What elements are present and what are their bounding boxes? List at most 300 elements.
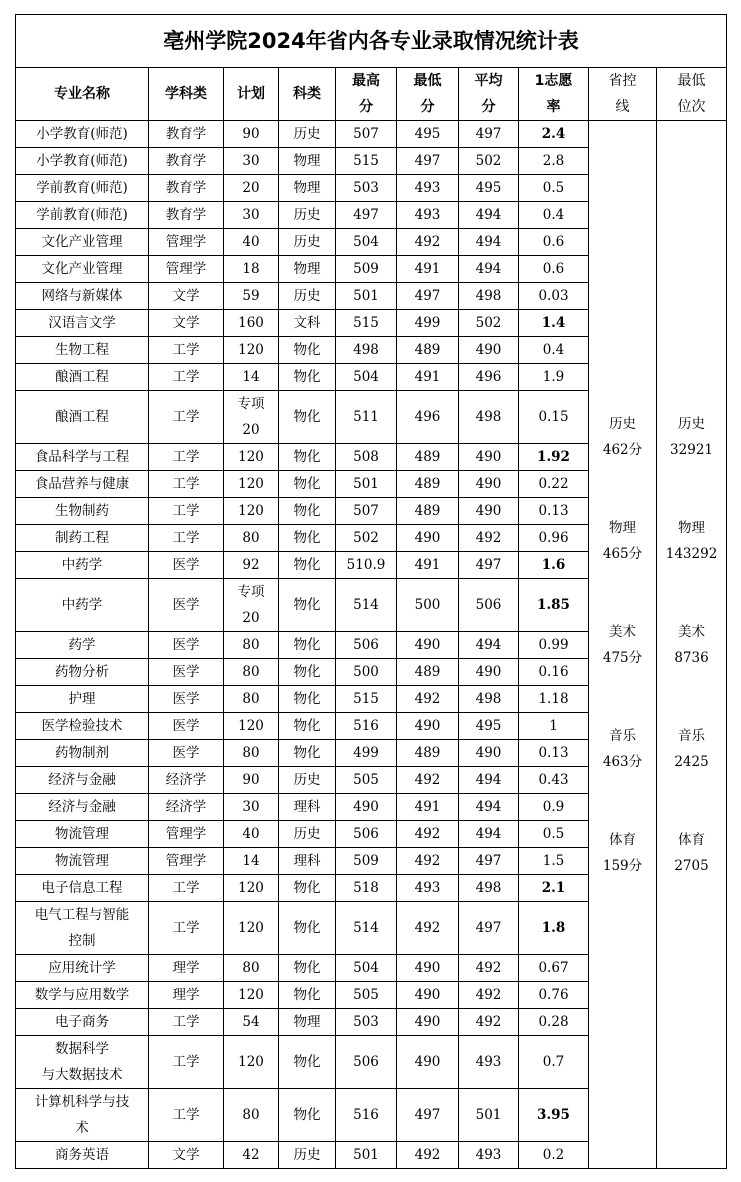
major-name-cell: 酿酒工程 [16, 364, 149, 391]
avg-score-cell: 498 [459, 875, 519, 902]
plan-cell: 18 [224, 256, 279, 283]
max-score-cell: 515 [336, 686, 397, 713]
subject-cell: 物化 [279, 686, 336, 713]
avg-score-cell: 493 [459, 1036, 519, 1089]
discipline-cell: 文学 [149, 283, 224, 310]
max-score-cell: 506 [336, 1036, 397, 1089]
avg-score-cell: 498 [459, 686, 519, 713]
entry-category: 体育 [609, 831, 636, 848]
admission-table-container [15, 14, 726, 1169]
discipline-cell: 工学 [149, 498, 224, 525]
min-score-cell: 492 [397, 902, 459, 955]
table-row [16, 121, 727, 148]
discipline-cell: 经济学 [149, 794, 224, 821]
major-name-cell: 电子商务 [16, 1009, 149, 1036]
header-subject: 科类 [279, 68, 336, 121]
major-name-cell: 生物工程 [16, 337, 149, 364]
entry-category: 历史 [678, 415, 706, 432]
subject-cell: 物化 [279, 498, 336, 525]
max-score-cell: 498 [336, 337, 397, 364]
first-choice-rate-cell: 1.6 [519, 552, 589, 579]
plan-cell: 120 [224, 337, 279, 364]
discipline-cell: 管理学 [149, 256, 224, 283]
entry-category: 体育 [678, 831, 706, 848]
max-score-cell: 510.9 [336, 552, 397, 579]
max-score-cell: 508 [336, 444, 397, 471]
discipline-cell: 文学 [149, 310, 224, 337]
header-major: 专业名称 [16, 68, 149, 121]
discipline-cell: 经济学 [149, 767, 224, 794]
first-choice-rate-cell: 1.8 [519, 902, 589, 955]
max-score-cell: 506 [336, 632, 397, 659]
entry-value: 475分 [602, 649, 643, 666]
header-avg-score: 平均 分 [459, 68, 519, 121]
major-name-cell: 制药工程 [16, 525, 149, 552]
min-score-cell: 492 [397, 686, 459, 713]
subject-cell: 物化 [279, 875, 336, 902]
min-score-cell: 490 [397, 1009, 459, 1036]
discipline-cell: 管理学 [149, 821, 224, 848]
plan-cell: 90 [224, 121, 279, 148]
plan-cell: 120 [224, 902, 279, 955]
plan-cell: 专项 20 [224, 391, 279, 444]
discipline-cell: 工学 [149, 1036, 224, 1089]
discipline-cell: 管理学 [149, 848, 224, 875]
first-choice-rate-cell: 0.76 [519, 982, 589, 1009]
max-score-cell: 490 [336, 794, 397, 821]
major-name-cell: 数据科学 与大数据技术 [16, 1036, 149, 1089]
plan-cell: 80 [224, 525, 279, 552]
avg-score-cell: 493 [459, 1142, 519, 1169]
max-score-cell: 506 [336, 821, 397, 848]
discipline-cell: 工学 [149, 391, 224, 444]
entry-category: 音乐 [678, 727, 706, 744]
min-score-cell: 493 [397, 202, 459, 229]
subject-cell: 文科 [279, 310, 336, 337]
control-line-entry [589, 827, 656, 879]
entry-value: 463分 [602, 753, 643, 770]
first-choice-rate-cell: 0.28 [519, 1009, 589, 1036]
max-score-cell: 516 [336, 1089, 397, 1142]
discipline-cell: 医学 [149, 686, 224, 713]
subject-cell: 物化 [279, 471, 336, 498]
first-choice-rate-cell: 1.4 [519, 310, 589, 337]
subject-cell: 物化 [279, 391, 336, 444]
subject-cell: 历史 [279, 767, 336, 794]
first-choice-rate-cell: 0.6 [519, 229, 589, 256]
subject-cell: 物理 [279, 1009, 336, 1036]
plan-cell: 160 [224, 310, 279, 337]
min-score-cell: 492 [397, 1142, 459, 1169]
subject-cell: 物化 [279, 552, 336, 579]
max-score-cell: 499 [336, 740, 397, 767]
plan-cell: 59 [224, 283, 279, 310]
min-score-cell: 497 [397, 148, 459, 175]
major-name-cell: 药物分析 [16, 659, 149, 686]
entry-category: 历史 [609, 415, 636, 432]
avg-score-cell: 506 [459, 579, 519, 632]
entry-category: 美术 [678, 623, 706, 640]
max-score-cell: 515 [336, 148, 397, 175]
discipline-cell: 教育学 [149, 202, 224, 229]
entry-value: 143292 [665, 545, 718, 562]
first-choice-rate-cell: 0.13 [519, 498, 589, 525]
plan-cell: 80 [224, 659, 279, 686]
min-score-cell: 489 [397, 337, 459, 364]
entry-value: 32921 [670, 441, 713, 458]
entry-category: 音乐 [609, 727, 636, 744]
min-score-cell: 490 [397, 713, 459, 740]
subject-cell: 物理 [279, 175, 336, 202]
plan-cell: 80 [224, 632, 279, 659]
major-name-cell: 学前教育(师范) [16, 175, 149, 202]
plan-cell: 120 [224, 1036, 279, 1089]
subject-cell: 物化 [279, 659, 336, 686]
discipline-cell: 管理学 [149, 229, 224, 256]
plan-cell: 80 [224, 686, 279, 713]
first-choice-rate-cell: 2.4 [519, 121, 589, 148]
subject-cell: 历史 [279, 229, 336, 256]
avg-score-cell: 492 [459, 955, 519, 982]
avg-score-cell: 492 [459, 1009, 519, 1036]
min-score-cell: 489 [397, 471, 459, 498]
max-score-cell: 515 [336, 310, 397, 337]
plan-cell: 92 [224, 552, 279, 579]
control-line-entry [589, 619, 656, 671]
major-name-cell: 网络与新媒体 [16, 283, 149, 310]
subject-cell: 物化 [279, 337, 336, 364]
min-score-cell: 490 [397, 525, 459, 552]
min-score-cell: 489 [397, 498, 459, 525]
header-plan: 计划 [224, 68, 279, 121]
subject-cell: 物化 [279, 632, 336, 659]
discipline-cell: 理学 [149, 982, 224, 1009]
first-choice-rate-cell: 0.43 [519, 767, 589, 794]
first-choice-rate-cell: 1.9 [519, 364, 589, 391]
first-choice-rate-cell: 0.67 [519, 955, 589, 982]
avg-score-cell: 492 [459, 525, 519, 552]
subject-cell: 物化 [279, 902, 336, 955]
first-choice-rate-cell: 0.6 [519, 256, 589, 283]
first-choice-rate-cell: 1.18 [519, 686, 589, 713]
avg-score-cell: 494 [459, 794, 519, 821]
header-max-score: 最高 分 [336, 68, 397, 121]
entry-category: 物理 [609, 519, 636, 536]
avg-score-cell: 490 [459, 498, 519, 525]
discipline-cell: 医学 [149, 713, 224, 740]
major-name-cell: 药学 [16, 632, 149, 659]
max-score-cell: 505 [336, 767, 397, 794]
first-choice-rate-cell: 0.99 [519, 632, 589, 659]
plan-cell: 40 [224, 821, 279, 848]
avg-score-cell: 498 [459, 391, 519, 444]
min-score-cell: 491 [397, 364, 459, 391]
first-choice-rate-cell: 3.95 [519, 1089, 589, 1142]
discipline-cell: 医学 [149, 740, 224, 767]
plan-cell: 120 [224, 471, 279, 498]
first-choice-rate-cell: 0.16 [519, 659, 589, 686]
plan-cell: 30 [224, 148, 279, 175]
header-control-line: 省控 线 [589, 68, 657, 121]
discipline-cell: 理学 [149, 955, 224, 982]
subject-cell: 物化 [279, 525, 336, 552]
discipline-cell: 工学 [149, 364, 224, 391]
first-choice-rate-cell: 0.13 [519, 740, 589, 767]
plan-cell: 54 [224, 1009, 279, 1036]
discipline-cell: 教育学 [149, 175, 224, 202]
min-score-cell: 496 [397, 391, 459, 444]
first-choice-rate-cell: 1.85 [519, 579, 589, 632]
min-score-cell: 491 [397, 794, 459, 821]
max-score-cell: 504 [336, 229, 397, 256]
subject-cell: 物化 [279, 713, 336, 740]
max-score-cell: 501 [336, 283, 397, 310]
major-name-cell: 商务英语 [16, 1142, 149, 1169]
header-first-choice-rate: 1志愿 率 [519, 68, 589, 121]
min-score-cell: 489 [397, 659, 459, 686]
entry-value: 2705 [674, 857, 709, 874]
major-name-cell: 文化产业管理 [16, 256, 149, 283]
major-name-cell: 汉语言文学 [16, 310, 149, 337]
major-name-cell: 学前教育(师范) [16, 202, 149, 229]
major-name-cell: 电子信息工程 [16, 875, 149, 902]
max-score-cell: 511 [336, 391, 397, 444]
plan-cell: 120 [224, 875, 279, 902]
subject-cell: 物化 [279, 1036, 336, 1089]
min-score-cell: 492 [397, 848, 459, 875]
discipline-cell: 医学 [149, 579, 224, 632]
first-choice-rate-cell: 1 [519, 713, 589, 740]
max-score-cell: 501 [336, 471, 397, 498]
major-name-cell: 中药学 [16, 552, 149, 579]
first-choice-rate-cell: 2.8 [519, 148, 589, 175]
max-score-cell: 503 [336, 175, 397, 202]
major-name-cell: 物流管理 [16, 821, 149, 848]
major-name-cell: 小学教育(师范) [16, 148, 149, 175]
min-score-cell: 492 [397, 229, 459, 256]
discipline-cell: 教育学 [149, 148, 224, 175]
min-score-cell: 489 [397, 444, 459, 471]
avg-score-cell: 490 [459, 471, 519, 498]
min-score-cell: 489 [397, 740, 459, 767]
max-score-cell: 501 [336, 1142, 397, 1169]
control-line-entry [589, 515, 656, 567]
major-name-cell: 数学与应用数学 [16, 982, 149, 1009]
plan-cell: 30 [224, 202, 279, 229]
major-name-cell: 食品营养与健康 [16, 471, 149, 498]
table-title: 亳州学院2024年省内各专业录取情况统计表 [16, 15, 727, 68]
subject-cell: 物化 [279, 579, 336, 632]
admission-table [15, 14, 727, 1169]
first-choice-rate-cell: 0.96 [519, 525, 589, 552]
min-score-cell: 491 [397, 256, 459, 283]
discipline-cell: 教育学 [149, 121, 224, 148]
max-score-cell: 504 [336, 364, 397, 391]
major-name-cell: 经济与金融 [16, 767, 149, 794]
max-score-cell: 507 [336, 498, 397, 525]
plan-cell: 30 [224, 794, 279, 821]
first-choice-rate-cell: 2.1 [519, 875, 589, 902]
min-score-cell: 493 [397, 175, 459, 202]
discipline-cell: 工学 [149, 1089, 224, 1142]
max-score-cell: 509 [336, 256, 397, 283]
max-score-cell: 505 [336, 982, 397, 1009]
avg-score-cell: 497 [459, 121, 519, 148]
subject-cell: 物理 [279, 256, 336, 283]
plan-cell: 42 [224, 1142, 279, 1169]
min-rank-column [657, 121, 727, 1169]
avg-score-cell: 490 [459, 337, 519, 364]
entry-category: 物理 [678, 519, 706, 536]
avg-score-cell: 494 [459, 202, 519, 229]
plan-cell: 120 [224, 444, 279, 471]
min-score-cell: 497 [397, 1089, 459, 1142]
avg-score-cell: 498 [459, 283, 519, 310]
first-choice-rate-cell: 0.15 [519, 391, 589, 444]
header-min-score: 最低 分 [397, 68, 459, 121]
avg-score-cell: 492 [459, 982, 519, 1009]
control-line-column [589, 121, 657, 1169]
subject-cell: 历史 [279, 121, 336, 148]
major-name-cell: 医学检验技术 [16, 713, 149, 740]
plan-cell: 120 [224, 982, 279, 1009]
min-rank-entry [657, 723, 726, 775]
max-score-cell: 503 [336, 1009, 397, 1036]
subject-cell: 历史 [279, 1142, 336, 1169]
min-score-cell: 492 [397, 821, 459, 848]
avg-score-cell: 494 [459, 229, 519, 256]
plan-cell: 40 [224, 229, 279, 256]
max-score-cell: 514 [336, 579, 397, 632]
avg-score-cell: 495 [459, 713, 519, 740]
max-score-cell: 500 [336, 659, 397, 686]
subject-cell: 历史 [279, 821, 336, 848]
first-choice-rate-cell: 0.2 [519, 1142, 589, 1169]
subject-cell: 物化 [279, 364, 336, 391]
subject-cell: 理科 [279, 794, 336, 821]
discipline-cell: 医学 [149, 552, 224, 579]
discipline-cell: 工学 [149, 902, 224, 955]
subject-cell: 物化 [279, 1089, 336, 1142]
max-score-cell: 502 [336, 525, 397, 552]
discipline-cell: 医学 [149, 659, 224, 686]
major-name-cell: 中药学 [16, 579, 149, 632]
max-score-cell: 504 [336, 955, 397, 982]
entry-value: 462分 [602, 441, 643, 458]
major-name-cell: 护理 [16, 686, 149, 713]
avg-score-cell: 494 [459, 767, 519, 794]
major-name-cell: 物流管理 [16, 848, 149, 875]
major-name-cell: 文化产业管理 [16, 229, 149, 256]
discipline-cell: 医学 [149, 632, 224, 659]
entry-value: 465分 [602, 545, 643, 562]
plan-cell: 80 [224, 1089, 279, 1142]
major-name-cell: 药物制剂 [16, 740, 149, 767]
min-score-cell: 499 [397, 310, 459, 337]
subject-cell: 理科 [279, 848, 336, 875]
plan-cell: 120 [224, 498, 279, 525]
major-name-cell: 经济与金融 [16, 794, 149, 821]
plan-cell: 90 [224, 767, 279, 794]
subject-cell: 历史 [279, 202, 336, 229]
avg-score-cell: 494 [459, 632, 519, 659]
min-score-cell: 490 [397, 955, 459, 982]
subject-cell: 物化 [279, 955, 336, 982]
min-rank-entry [657, 411, 726, 463]
subject-cell: 物化 [279, 982, 336, 1009]
header-discipline: 学科类 [149, 68, 224, 121]
min-score-cell: 490 [397, 1036, 459, 1089]
discipline-cell: 工学 [149, 471, 224, 498]
entry-value: 8736 [674, 649, 709, 666]
avg-score-cell: 490 [459, 740, 519, 767]
avg-score-cell: 490 [459, 659, 519, 686]
discipline-cell: 工学 [149, 444, 224, 471]
avg-score-cell: 494 [459, 256, 519, 283]
min-score-cell: 500 [397, 579, 459, 632]
entry-value: 159分 [602, 857, 643, 874]
max-score-cell: 518 [336, 875, 397, 902]
first-choice-rate-cell: 0.4 [519, 337, 589, 364]
plan-cell: 80 [224, 740, 279, 767]
min-score-cell: 495 [397, 121, 459, 148]
discipline-cell: 工学 [149, 1009, 224, 1036]
control-line-entry [589, 723, 656, 775]
plan-cell: 专项 20 [224, 579, 279, 632]
major-name-cell: 小学教育(师范) [16, 121, 149, 148]
avg-score-cell: 497 [459, 848, 519, 875]
major-name-cell: 应用统计学 [16, 955, 149, 982]
subject-cell: 物化 [279, 444, 336, 471]
entry-value: 2425 [674, 753, 709, 770]
avg-score-cell: 501 [459, 1089, 519, 1142]
avg-score-cell: 497 [459, 902, 519, 955]
max-score-cell: 509 [336, 848, 397, 875]
entry-category: 美术 [609, 623, 636, 640]
min-score-cell: 497 [397, 283, 459, 310]
header-min-rank: 最低 位次 [657, 68, 727, 121]
first-choice-rate-cell: 0.22 [519, 471, 589, 498]
major-name-cell: 酿酒工程 [16, 391, 149, 444]
subject-cell: 物化 [279, 740, 336, 767]
first-choice-rate-cell: 0.7 [519, 1036, 589, 1089]
max-score-cell: 514 [336, 902, 397, 955]
min-rank-entry [657, 515, 726, 567]
subject-cell: 历史 [279, 283, 336, 310]
min-score-cell: 490 [397, 982, 459, 1009]
max-score-cell: 497 [336, 202, 397, 229]
avg-score-cell: 502 [459, 148, 519, 175]
plan-cell: 80 [224, 955, 279, 982]
first-choice-rate-cell: 1.92 [519, 444, 589, 471]
avg-score-cell: 497 [459, 552, 519, 579]
discipline-cell: 工学 [149, 525, 224, 552]
min-score-cell: 490 [397, 632, 459, 659]
discipline-cell: 工学 [149, 875, 224, 902]
title-row [16, 15, 727, 68]
major-name-cell: 计算机科学与技 术 [16, 1089, 149, 1142]
max-score-cell: 507 [336, 121, 397, 148]
first-choice-rate-cell: 0.9 [519, 794, 589, 821]
discipline-cell: 文学 [149, 1142, 224, 1169]
plan-cell: 120 [224, 713, 279, 740]
header-row [16, 68, 727, 121]
major-name-cell: 电气工程与智能 控制 [16, 902, 149, 955]
avg-score-cell: 502 [459, 310, 519, 337]
min-score-cell: 493 [397, 875, 459, 902]
plan-cell: 20 [224, 175, 279, 202]
plan-cell: 14 [224, 364, 279, 391]
